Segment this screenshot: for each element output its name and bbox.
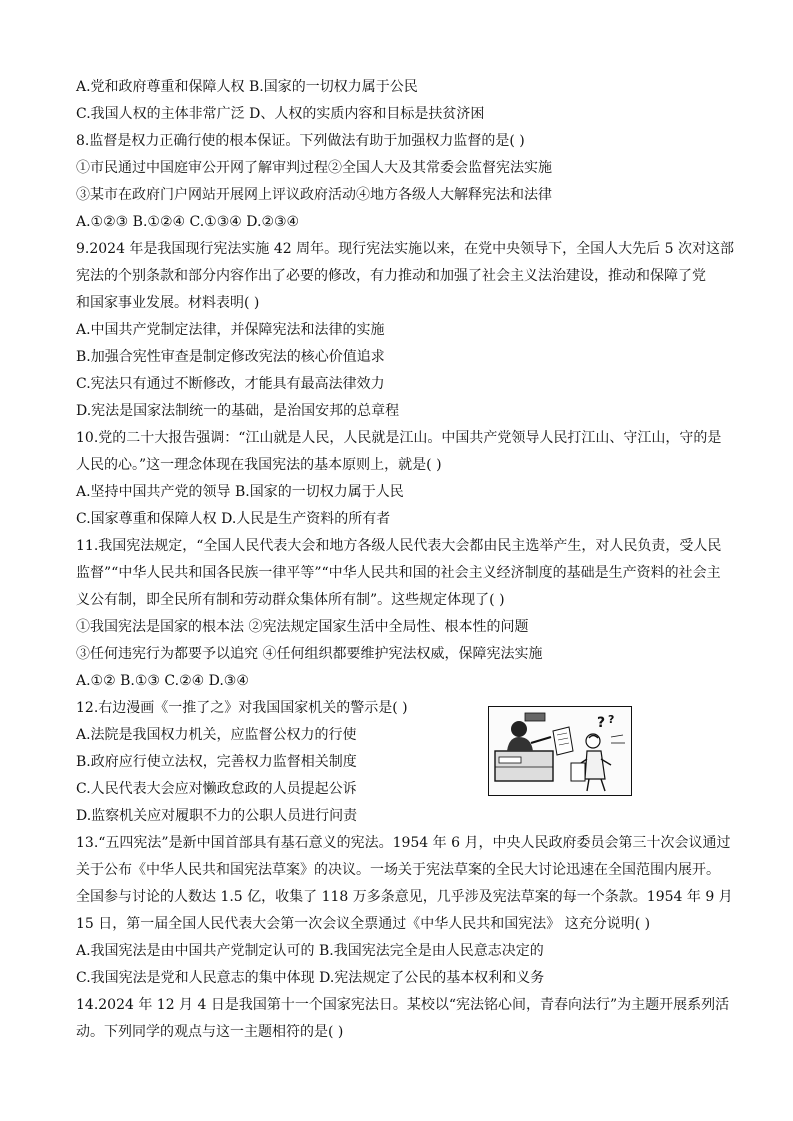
q11-statement-1-2: ①我国宪法是国家的根本法 ②宪法规定国家生活中全局性、根本性的问题 [76,619,529,635]
q13-stem-line-2: 关于公布《中华人民共和国宪法草案》的决议。一场关于宪法草案的全民大讨论迅速在全国范围内展开。 [76,862,720,878]
q7-options-cd: C.我国人权的主体非常广泛 D、人权的实质内容和目标是扶贫济困 [76,106,485,122]
q12-stem: 12.右边漫画《一推了之》对我国国家机关的警示是( ) [76,700,408,716]
q7-options-ab: A.党和政府尊重和保障人权 B.国家的一切权力属于公民 [76,79,418,95]
q11-statement-3-4: ③任何违宪行为都要予以追究 ④任何组织都要维护宪法权威，保障宪法实施 [76,646,543,662]
q11-stem-line-2: 监督”“中华人民共和国各民族一律平等”“中华人民共和国的社会主义经济制度的基础是生产资料的社会主 [76,565,721,581]
q13-stem-line-3: 全国参与讨论的人数达 1.5 亿，收集了 118 万多条意见，几乎涉及宪法草案的每一个条款。1954 年 9 月 [76,889,733,905]
q9-option-b: B.加强合宪性审查是制定修改宪法的核心价值追求 [76,349,385,365]
q12-option-d: D.监察机关应对履职不力的公职人员进行问责 [76,808,358,824]
q13-options-ab: A.我国宪法是由中国共产党制定认可的 B.我国宪法完全是由人民意志决定的 [76,943,544,959]
cartoon-image [488,706,632,796]
q13-stem-line-4: 15 日，第一届全国人民代表大会第一次会议全票通过《中华人民共和国宪法》 这充分说明( ) [76,916,651,932]
q8-statement-1-2: ①市民通过中国庭审公开网了解审判过程②全国人大及其常委会监督宪法实施 [76,160,552,176]
q13-options-cd: C.我国宪法是党和人民意志的集中体现 D.宪法规定了公民的基本权利和义务 [76,970,545,986]
q9-option-d: D.宪法是国家法制统一的基础，是治国安邦的总章程 [76,403,400,419]
q9-stem-line-2: 宪法的个别条款和部分内容作出了必要的修改，有力推动和加强了社会主义法治建设，推动和保障了党 [76,268,706,284]
q10-options-cd: C.国家尊重和保障人权 D.人民是生产资料的所有者 [76,511,391,527]
q8-stem: 8.监督是权力正确行使的根本保证。下列做法有助于加强权力监督的是( ) [76,133,525,149]
svg-text:?: ? [597,715,606,731]
q12-option-a: A.法院是我国权力机关，应监督公权力的行使 [76,727,357,743]
svg-text:?: ? [608,713,615,726]
q12-option-c: C.人民代表大会应对懒政怠政的人员提起公诉 [76,781,357,797]
q10-options-ab: A.坚持中国共产党的领导 B.国家的一切权力属于人民 [76,484,404,500]
q10-stem-line-1: 10.党的二十大报告强调：“江山就是人民，人民就是江山。中国共产党领导人民打江山、守江山，守的是 [76,430,722,446]
q10-stem-line-2: 人民的心。”这一理念体现在我国宪法的基本原则上，就是( ) [76,457,442,473]
q8-options: A.①②③ B.①②④ C.①③④ D.②③④ [76,214,300,230]
q13-stem-line-1: 13.“五四宪法”是新中国首部具有基石意义的宪法。1954 年 6 月，中央人民政府委员会第三十次会议通过 [76,835,731,851]
q12-option-b: B.政府应行使立法权，完善权力监督相关制度 [76,754,357,770]
q14-stem-line-1: 14.2024 年 12 月 4 日是我国第十一个国家宪法日。某校以“宪法铭心间，青春向法行”为主题开展系列活 [76,997,730,1013]
q11-options: A.①② B.①③ C.②④ D.③④ [76,673,249,689]
q9-stem-line-3: 和国家事业发展。材料表明( ) [76,295,260,311]
q9-stem-line-1: 9.2024 年是我国现行宪法实施 42 周年。现行宪法实施以来，在党中央领导下，全国人大先后 5 次对这部 [76,241,734,257]
q9-option-a: A.中国共产党制定法律，并保障宪法和法律的实施 [76,322,385,338]
cartoon-drawing [489,707,631,795]
q14-stem-line-2: 动。下列同学的观点与这一主题相符的是( ) [76,1024,344,1040]
q11-stem-line-3: 义公有制，即全民所有制和劳动群众集体所有制”。这些规定体现了( ) [76,592,505,608]
q11-stem-line-1: 11.我国宪法规定，“全国人民代表大会和地方各级人民代表大会都由民主选举产生，对人民负责，受人民 [76,538,722,554]
q9-option-c: C.宪法只有通过不断修改，才能具有最高法律效力 [76,376,385,392]
q8-statement-3-4: ③某市在政府门户网站开展网上评议政府活动④地方各级人大解释宪法和法律 [76,187,552,203]
